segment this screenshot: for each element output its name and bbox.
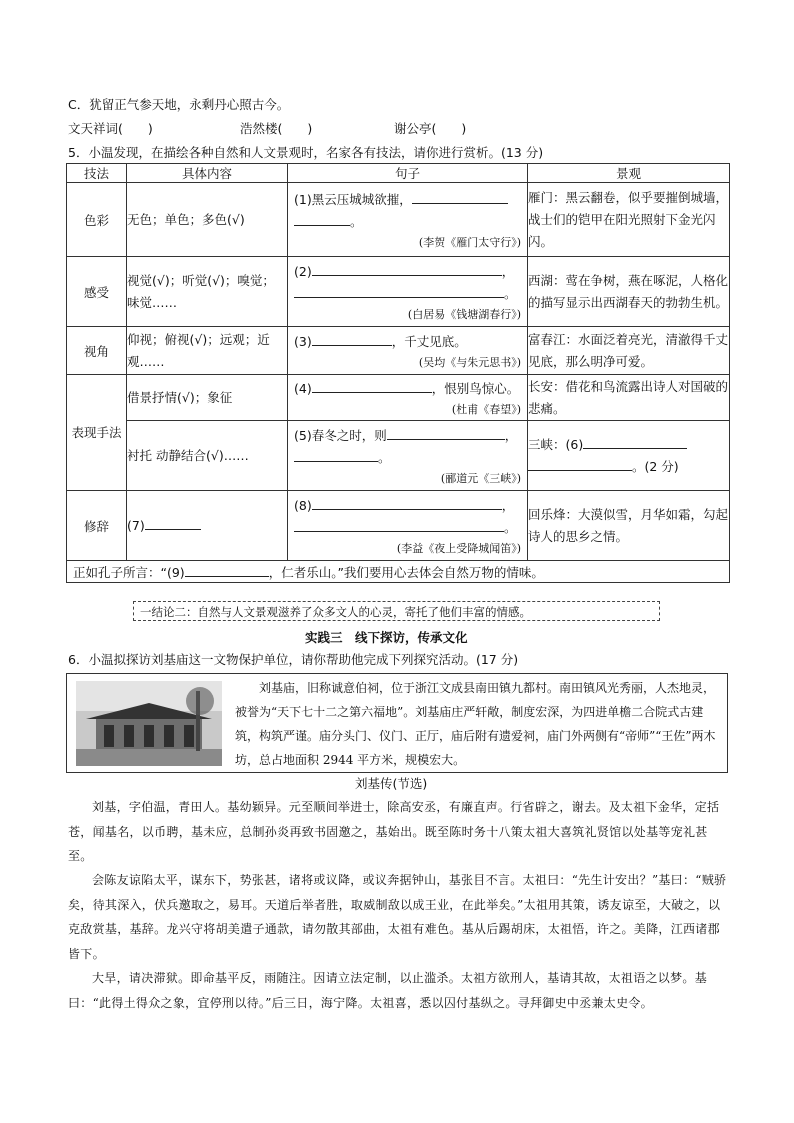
option-c: C．犹留正气参天地，永剩丹心照古今。 bbox=[68, 97, 290, 112]
footer-cell bbox=[67, 561, 730, 583]
temple-photo bbox=[76, 681, 222, 766]
source-citation: (吴均《与朱元思书》) bbox=[418, 356, 521, 369]
content-cell: 视觉(√)；听觉(√)；嗅觉；味觉…… bbox=[127, 257, 288, 327]
table-row bbox=[67, 327, 730, 375]
table-header-row bbox=[67, 164, 730, 183]
table-row bbox=[67, 421, 730, 491]
answer-blank[interactable] bbox=[312, 333, 392, 346]
conclusion-note: 一结论二：自然与人文景观滋养了众多文人的心灵，寄托了他们丰富的情感。 bbox=[133, 601, 660, 621]
content-cell: 借景抒情(√)；象征 bbox=[127, 375, 288, 421]
sentence-text: ， bbox=[501, 498, 515, 513]
bio-title: 刘基传(节选) bbox=[355, 776, 428, 791]
bio-paragraph: 刘基，字伯温，青田人。基幼颖异。元至顺间举进士，除高安丞，有廉直声。行省辟之，谢去。及太祖下金华，定括苍，闻基名，以币聘，基未应，总制孙炎再致书固邀之，基始出。既至陈时务十八策太祖大喜筑礼贤馆以处基等宠礼甚至。 bbox=[68, 800, 720, 863]
sentence-cell bbox=[288, 421, 528, 491]
header-sentence: 句子 bbox=[288, 164, 528, 183]
content-text: (7) bbox=[127, 517, 145, 533]
footer-text: 正如孔子所言：“(9) bbox=[73, 564, 185, 580]
intro-box bbox=[66, 673, 728, 773]
answer-blank[interactable] bbox=[312, 497, 502, 510]
sentence-cell bbox=[288, 183, 528, 257]
source-citation: (李益《夜上受降城闻笛》) bbox=[396, 542, 521, 555]
source-citation: (白居易《钱塘湖春行》) bbox=[407, 308, 521, 321]
intro-text: 刘基庙，旧称诚意伯祠，位于浙江文成县南田镇九都村。南田镇风光秀丽，人杰地灵，被誉为“天下七十二之第六福地”。刘基庙庄严轩敞，制度宏深，为四进单檐二合院式古建筑，构筑严谨。庙分头门、仪门、正厅，庙后附有遗爱祠，庙门外两侧有“帝师”“王佐”两木坊，总占地面积 2944 平方米，规模宏大。 bbox=[235, 681, 716, 767]
sentence-text: (2) bbox=[294, 264, 312, 279]
answer-blank[interactable] bbox=[312, 380, 432, 393]
technique-cell: 修辞 bbox=[67, 491, 127, 561]
q6-stem: 6．小温拟探访刘基庙这一文物保护单位，请你帮助他完成下列探究活动。(17 分) bbox=[68, 652, 519, 667]
scene-cell bbox=[528, 421, 730, 491]
answer-blank[interactable] bbox=[294, 213, 350, 226]
match-item-3: 谢公亭( ) bbox=[394, 121, 467, 136]
sentence-text: ， bbox=[504, 428, 518, 443]
sentence-cell bbox=[288, 375, 528, 421]
answer-blank[interactable] bbox=[294, 519, 504, 532]
answer-blank[interactable] bbox=[145, 517, 201, 530]
sentence-text: ，恨别鸟惊心。 bbox=[431, 381, 520, 396]
answer-blank[interactable] bbox=[412, 191, 508, 204]
scene-text: 。(2 分) bbox=[632, 458, 679, 474]
sentence-text: 。 bbox=[504, 286, 517, 301]
scene-cell: 长安：借花和鸟流露出诗人对国破的悲痛。 bbox=[528, 375, 730, 421]
match-item-2: 浩然楼( ) bbox=[240, 121, 313, 136]
source-citation: (杜甫《春望》) bbox=[451, 403, 521, 416]
sentence-text: ， bbox=[501, 264, 515, 279]
scene-cell: 回乐烽：大漠似雪，月华如霜，勾起诗人的思乡之情。 bbox=[528, 491, 730, 561]
table-row bbox=[67, 491, 730, 561]
appreciation-table bbox=[66, 163, 730, 583]
sentence-cell bbox=[288, 491, 528, 561]
sentence-text: (5)春冬之时，则 bbox=[294, 428, 387, 443]
sentence-cell bbox=[288, 257, 528, 327]
table-row bbox=[67, 257, 730, 327]
header-technique: 技法 bbox=[67, 164, 127, 183]
scene-cell: 西湖：莺在争树，燕在啄泥，人格化的描写显示出西湖春天的勃勃生机。 bbox=[528, 257, 730, 327]
sentence-text: (3) bbox=[294, 334, 312, 349]
sentence-cell bbox=[288, 327, 528, 375]
answer-blank[interactable] bbox=[185, 564, 269, 577]
sentence-text: 。 bbox=[350, 214, 363, 229]
answer-blank[interactable] bbox=[294, 285, 504, 298]
match-item-1: 文天祥词( ) bbox=[68, 121, 153, 136]
content-cell: 衬托 动静结合(√)…… bbox=[127, 421, 288, 491]
technique-cell: 感受 bbox=[67, 257, 127, 327]
answer-blank[interactable] bbox=[583, 436, 687, 449]
source-citation: (李贺《雁门太守行》) bbox=[418, 236, 521, 249]
sentence-text: 。 bbox=[378, 450, 391, 465]
header-scene: 景观 bbox=[528, 164, 730, 183]
table-row bbox=[67, 375, 730, 421]
scene-cell: 富春江：水面泛着亮光，清澈得千丈见底，那么明净可爱。 bbox=[528, 327, 730, 375]
sentence-text: (1)黑云压城城欲摧， bbox=[294, 192, 412, 207]
technique-cell: 色彩 bbox=[67, 183, 127, 257]
table-row bbox=[67, 183, 730, 257]
content-cell bbox=[127, 491, 288, 561]
bio-paragraph: 会陈友谅陷太平，谋东下，势张甚，诸将或议降，或议奔据钟山，基张目不言。太祖曰：“先生计安出？”基曰：“贼骄矣，待其深入，伏兵邀取之，易耳。天道后举者胜，取威制敌以成王业，在此举矣。”太祖用其策，诱友谅至，大破之，以克敌赏基，基辞。龙兴守将胡美遣子通款，请勿散其部曲，太祖有难色。基从后踢胡床，太祖悟，许之。美降，江西诸郡皆下。 bbox=[68, 873, 727, 961]
technique-cell: 视角 bbox=[67, 327, 127, 375]
header-content: 具体内容 bbox=[127, 164, 288, 183]
sentence-text: (4) bbox=[294, 381, 312, 396]
table-footer-row bbox=[67, 561, 730, 583]
source-citation: (郦道元《三峡》) bbox=[440, 472, 521, 485]
scene-cell: 雁门：黑云翻卷，似乎要摧倒城墙，战士们的铠甲在阳光照射下金光闪闪。 bbox=[528, 183, 730, 257]
answer-blank[interactable] bbox=[387, 427, 505, 440]
answer-blank[interactable] bbox=[312, 263, 502, 276]
scene-text: 三峡：(6) bbox=[528, 436, 584, 452]
section-heading: 实践三 线下探访，传承文化 bbox=[305, 630, 468, 645]
content-cell: 仰视；俯视(√)；远观；近观…… bbox=[127, 327, 288, 375]
sentence-text: ，千丈见底。 bbox=[391, 334, 467, 349]
sentence-text: (8) bbox=[294, 498, 312, 513]
q5-stem: 5．小温发现，在描绘各种自然和人文景观时，名家各有技法，请你进行赏析。(13 分) bbox=[68, 145, 544, 160]
bio-paragraph: 大旱，请决滞狱。即命基平反，雨随注。因请立法定制，以止滥杀。太祖方欲刑人，基请其故，太祖语之以梦。基曰：“此得土得众之象，宜停刑以待。”后三日，海宁降。太祖喜，悉以囚付基纵之。寻拜御史中丞兼太史令。 bbox=[68, 971, 708, 1010]
technique-cell: 表现手法 bbox=[67, 375, 127, 491]
answer-blank[interactable] bbox=[528, 458, 632, 471]
footer-text: ，仁者乐山。”我们要用心去体会自然万物的情味。 bbox=[268, 564, 544, 580]
sentence-text: 。 bbox=[504, 520, 517, 535]
content-cell: 无色；单色；多色(√) bbox=[127, 183, 288, 257]
answer-blank[interactable] bbox=[294, 449, 378, 462]
